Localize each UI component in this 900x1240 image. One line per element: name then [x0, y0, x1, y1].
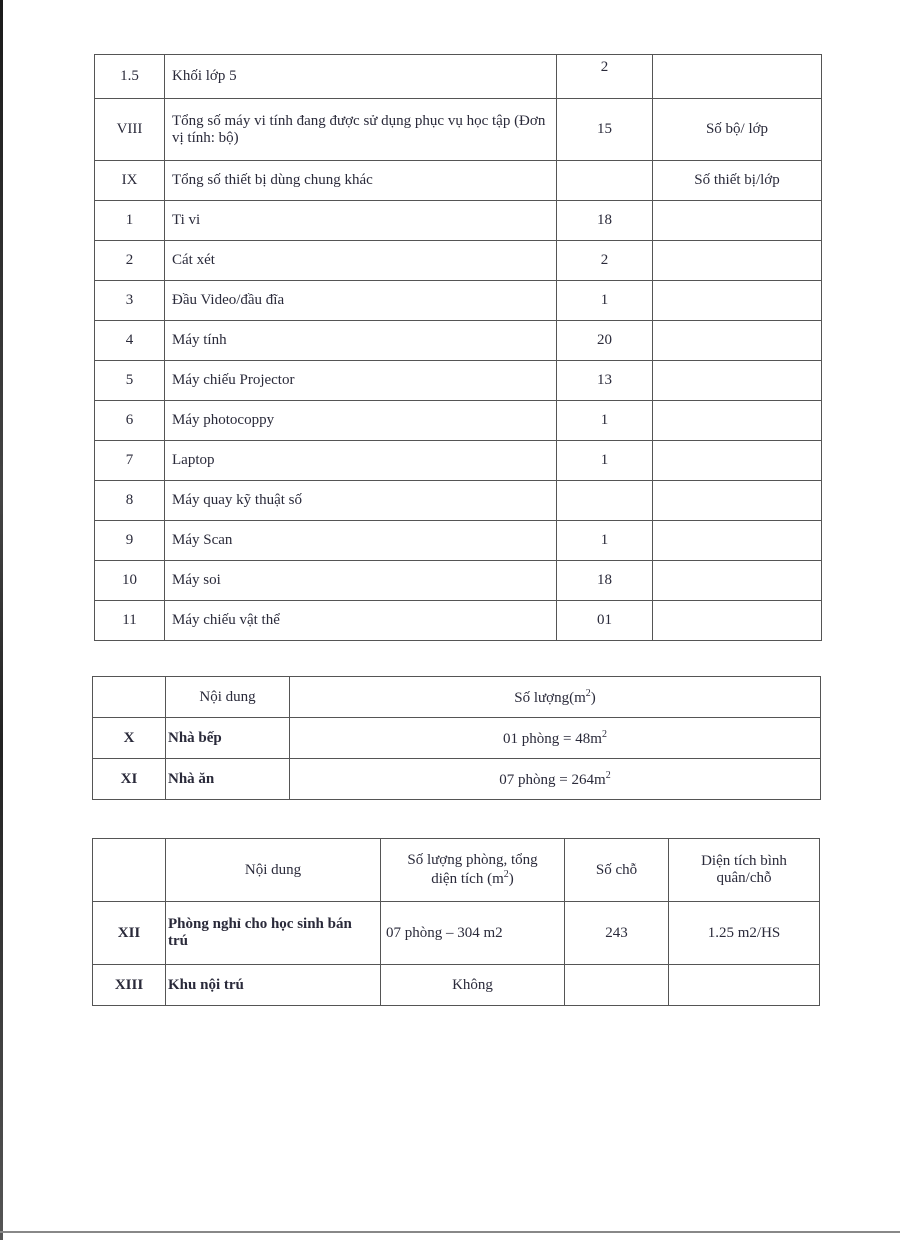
row-content: Tổng số máy vi tính đang được sử dụng phục vụ học tập (Đơn vị tính: bộ)	[165, 99, 557, 161]
row-content: Nhà ăn	[166, 759, 290, 800]
row-index: XII	[93, 902, 166, 965]
dorm-header-index	[93, 839, 166, 902]
row-value: 07 phòng = $264m^2$	[290, 759, 821, 800]
row-content: Máy photocoppy	[165, 401, 557, 441]
row-note	[653, 321, 822, 361]
row-index: 9	[95, 521, 165, 561]
row-rooms: 07 phòng – 304 m2	[381, 902, 565, 965]
table-row	[95, 361, 822, 401]
row-quantity: 18	[557, 561, 653, 601]
row-note	[653, 521, 822, 561]
row-quantity: 1	[557, 401, 653, 441]
dorm-header-rooms: Số lượng phòng, tổng diện tích $(m^2)$	[381, 839, 565, 902]
scan-edge-left	[0, 0, 3, 1240]
row-note: Số bộ/ lớp	[653, 99, 822, 161]
row-content: Máy soi	[165, 561, 557, 601]
row-index: 6	[95, 401, 165, 441]
dorm-table	[92, 838, 820, 1006]
table-row	[95, 99, 822, 161]
row-rooms: Không	[381, 965, 565, 1006]
table-row	[95, 321, 822, 361]
row-quantity: 13	[557, 361, 653, 401]
table-row	[93, 965, 820, 1006]
row-content: Máy Scan	[165, 521, 557, 561]
row-content: Ti vi	[165, 201, 557, 241]
kitchen-header-index	[93, 677, 166, 718]
table-row	[95, 481, 822, 521]
row-note: Số thiết bị/lớp	[653, 161, 822, 201]
row-index: X	[93, 718, 166, 759]
table-row	[93, 902, 820, 965]
row-index: 11	[95, 601, 165, 641]
row-quantity: 2	[557, 241, 653, 281]
table-row	[95, 55, 822, 99]
row-area: 1.25 m2/HS	[669, 902, 820, 965]
row-content: Máy quay kỹ thuật số	[165, 481, 557, 521]
row-quantity	[557, 161, 653, 201]
row-note	[653, 241, 822, 281]
row-content: Cát xét	[165, 241, 557, 281]
row-index: XIII	[93, 965, 166, 1006]
table-row	[93, 759, 821, 800]
table-row	[93, 718, 821, 759]
kitchen-header-content: Nội dung	[166, 677, 290, 718]
row-index: 3	[95, 281, 165, 321]
kitchen-header-quantity: Số $lượng(m^2)$	[290, 677, 821, 718]
row-index: 7	[95, 441, 165, 481]
row-note	[653, 561, 822, 601]
row-content: Khối lớp 5	[165, 55, 557, 99]
table-row	[95, 201, 822, 241]
table-row	[95, 521, 822, 561]
row-index: 2	[95, 241, 165, 281]
row-quantity: 18	[557, 201, 653, 241]
row-content: Máy chiếu Projector	[165, 361, 557, 401]
row-value: 01 phòng = $48m^2$	[290, 718, 821, 759]
row-quantity: 1	[557, 281, 653, 321]
dorm-header-content: Nội dung	[166, 839, 381, 902]
row-content: Tổng số thiết bị dùng chung khác	[165, 161, 557, 201]
row-content: Máy tính	[165, 321, 557, 361]
row-quantity: 2	[557, 55, 653, 99]
table-row	[95, 281, 822, 321]
equipment-table	[94, 54, 822, 641]
row-quantity: 1	[557, 441, 653, 481]
row-seats: 243	[565, 902, 669, 965]
row-quantity: 01	[557, 601, 653, 641]
row-index: XI	[93, 759, 166, 800]
table-row	[95, 401, 822, 441]
row-index: 8	[95, 481, 165, 521]
row-note	[653, 601, 822, 641]
row-index: 4	[95, 321, 165, 361]
row-content: Laptop	[165, 441, 557, 481]
row-index: 5	[95, 361, 165, 401]
row-seats	[565, 965, 669, 1006]
kitchen-table	[92, 676, 821, 800]
dorm-header-row	[93, 839, 820, 902]
row-quantity: 20	[557, 321, 653, 361]
row-content: Khu nội trú	[166, 965, 381, 1006]
row-quantity: 1	[557, 521, 653, 561]
table-row	[95, 441, 822, 481]
table-row	[95, 561, 822, 601]
row-note	[653, 281, 822, 321]
row-index: VIII	[95, 99, 165, 161]
row-note	[653, 441, 822, 481]
row-index: 1.5	[95, 55, 165, 99]
row-quantity: 15	[557, 99, 653, 161]
row-note	[653, 55, 822, 99]
scan-edge-bottom	[0, 1231, 900, 1233]
row-note	[653, 201, 822, 241]
row-note	[653, 361, 822, 401]
row-note	[653, 481, 822, 521]
row-content: Máy chiếu vật thể	[165, 601, 557, 641]
dorm-header-area: Diện tích bình quân/chỗ	[669, 839, 820, 902]
row-index: 10	[95, 561, 165, 601]
kitchen-header-row	[93, 677, 821, 718]
row-content: Phòng nghỉ cho học sinh bán trú	[166, 902, 381, 965]
table-row	[95, 161, 822, 201]
row-index: 1	[95, 201, 165, 241]
dorm-header-seats: Số chỗ	[565, 839, 669, 902]
row-index: IX	[95, 161, 165, 201]
table-row	[95, 601, 822, 641]
row-content: Nhà bếp	[166, 718, 290, 759]
table-row	[95, 241, 822, 281]
row-quantity	[557, 481, 653, 521]
row-note	[653, 401, 822, 441]
row-content: Đầu Video/đầu đĩa	[165, 281, 557, 321]
row-area	[669, 965, 820, 1006]
